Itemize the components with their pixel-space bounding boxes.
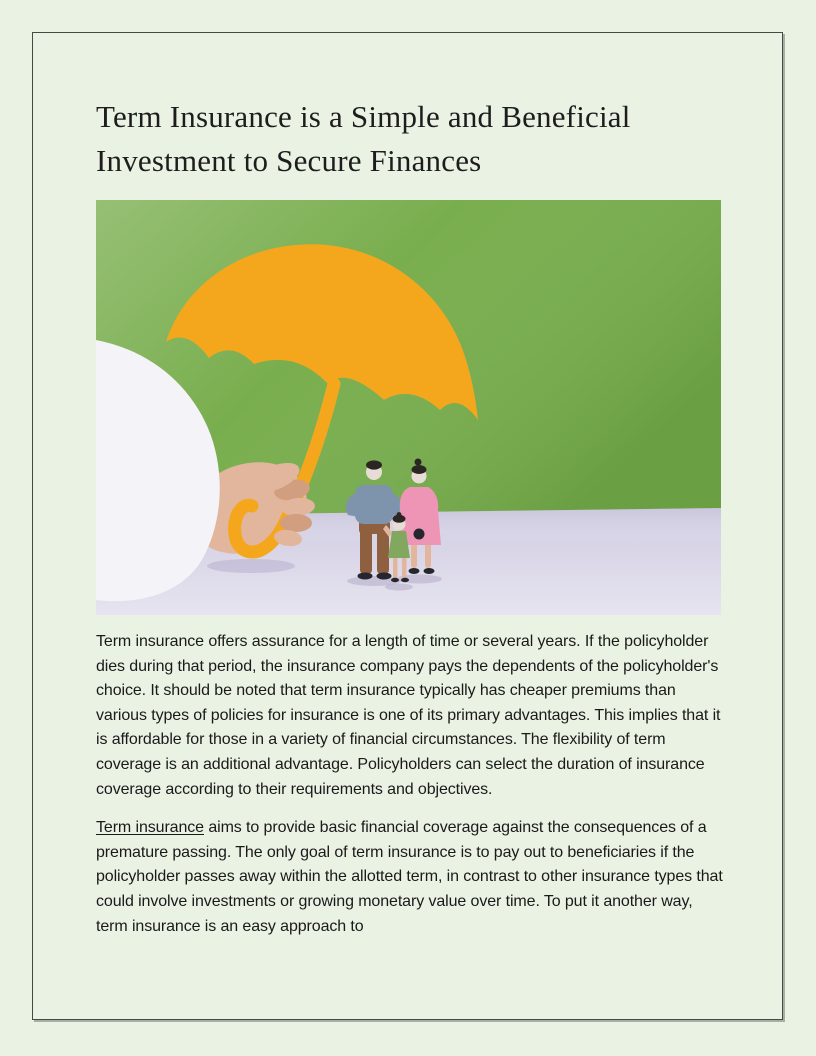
man-hair bbox=[366, 460, 382, 469]
woman-handbag bbox=[414, 529, 425, 540]
child-shadow bbox=[385, 584, 413, 591]
woman-hair bbox=[412, 465, 427, 474]
document-content bbox=[33, 33, 782, 939]
document-title: Term Insurance is a Simple and Beneficial Investment to Secure Finances bbox=[96, 99, 631, 178]
hero-image bbox=[96, 200, 721, 615]
paragraph-2-text: aims to provide basic financial coverage against the consequences of a premature passing. The only goal of term insurance is to pay out to beneficiaries if the policyholder passes away within the allotted term, in contrast to other insurance types that could involve investments or growing monetary value over time. To put it another way, term insurance is an easy approach to bbox=[96, 819, 723, 935]
handle-shadow bbox=[207, 559, 295, 573]
paragraph-2 bbox=[96, 816, 724, 939]
term-insurance-link[interactable]: Term insurance bbox=[96, 819, 204, 837]
man-shirt bbox=[355, 485, 393, 524]
paragraph-1: Term insurance offers assurance for a length of time or several years. If the policyholder dies during that period, the insurance company pays the dependents of the policyholder's choice. It should be noted that term insurance typically has cheaper premiums than various types of policies for insurance is one of its primary advantages. This implies that it is affordable for those in a variety of financial circumstances. The flexibility of term coverage is an additional advantage. Policyholders can select the duration of insurance coverage according to their requirements and objectives. bbox=[96, 633, 721, 798]
document-page bbox=[32, 32, 783, 1020]
